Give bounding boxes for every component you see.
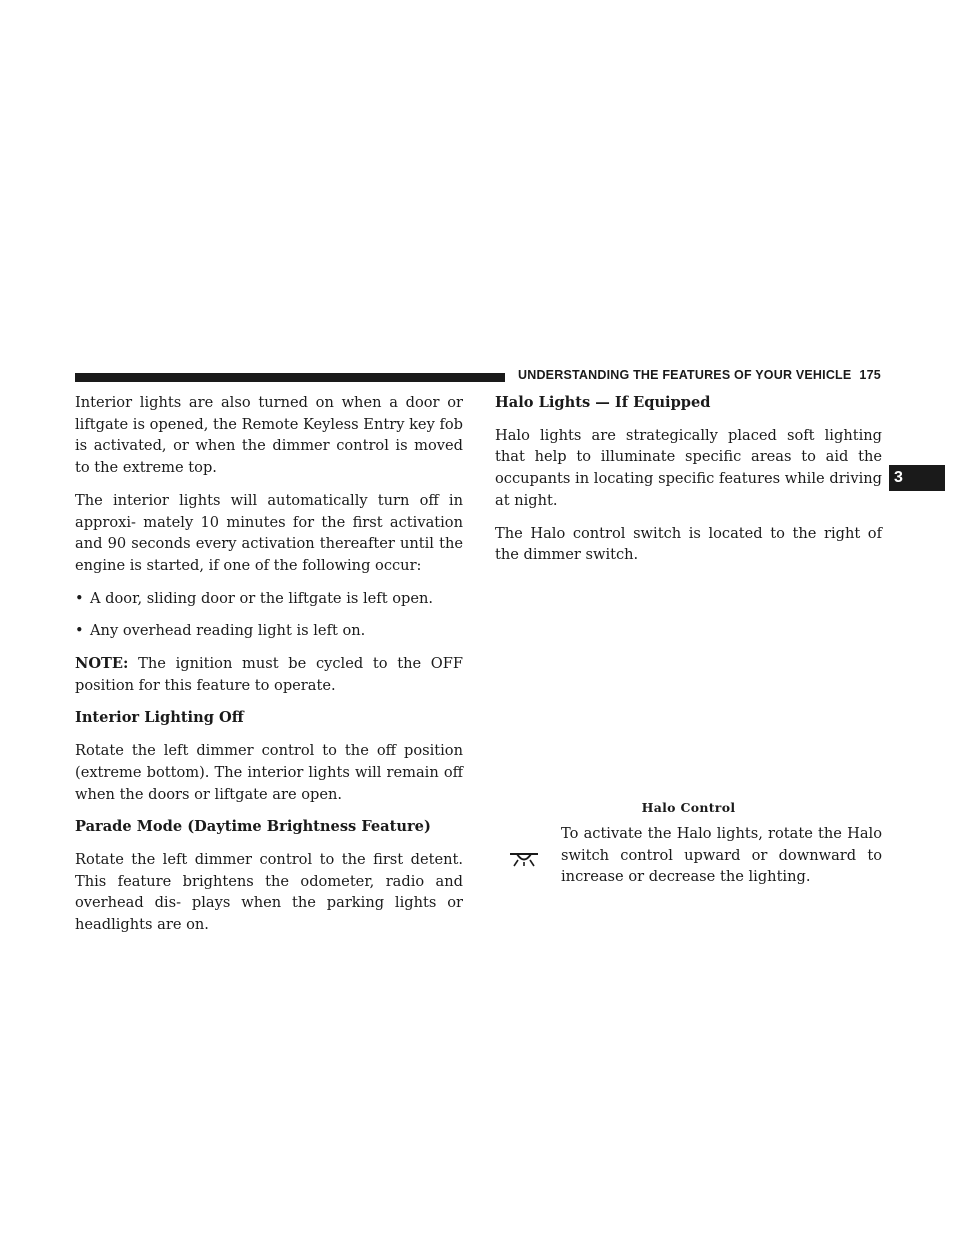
- note: [75, 653, 463, 696]
- icon-text: To activate the Halo lights, rotate the Halo switch control upward or downward to increase or decrease the lighting.: [561, 824, 882, 886]
- section-heading: Parade Mode (Daytime Brightness Feature): [75, 818, 431, 836]
- running-header: [518, 368, 881, 382]
- paragraph: Rotate the left dimmer control to the off position (extreme bottom). The interior lights will remain off when the doors or liftgate are open.: [75, 742, 463, 803]
- right-column: [495, 392, 882, 888]
- list-item-text: A door, sliding door or the liftgate is left open.: [90, 589, 434, 607]
- list-item-text: Any overhead reading light is left on.: [90, 622, 366, 640]
- figure-area: [495, 577, 882, 799]
- section-heading: Interior Lighting Off: [75, 709, 244, 727]
- halo-light-icon: [495, 823, 561, 871]
- paragraph: Halo lights are strategically placed soft lighting that help to illuminate specific areas to aid the occupants in locating specific features while driving at night.: [495, 426, 882, 509]
- paragraph: Interior lights are also turned on when a door or liftgate is opened, the Remote Keyless Entry key fob is activated, or when the dimmer control is moved to the extreme top.: [75, 394, 463, 477]
- bullet-icon: •: [75, 589, 84, 607]
- list-item: [75, 620, 463, 642]
- paragraph: The Halo control switch is located to the right of the dimmer switch.: [495, 524, 882, 564]
- paragraph: The interior lights will automatically turn off in approxi- mately 10 minutes for the first activation and 90 seconds every activation thereafter until the engine is started, if one of the following occur:: [75, 491, 463, 574]
- note-text: The ignition must be cycled to the OFF position for this feature to operate.: [75, 655, 463, 694]
- section-title: UNDERSTANDING THE FEATURES OF YOUR VEHICLE: [518, 368, 852, 382]
- header-rule: [75, 373, 505, 382]
- paragraph: Rotate the left dimmer control to the first detent. This feature brightens the odometer, radio and overhead dis- plays when the parking lights or headlights are on.: [75, 850, 463, 934]
- list-item: [75, 588, 463, 610]
- section-heading: Halo Lights — If Equipped: [495, 394, 711, 411]
- note-label: NOTE:: [75, 655, 129, 673]
- page-number: 175: [859, 368, 881, 382]
- left-column: [75, 392, 463, 947]
- figure-caption: Halo Control: [641, 799, 736, 815]
- icon-description: [495, 823, 882, 888]
- chapter-tab: 3: [889, 465, 945, 491]
- bullet-icon: •: [75, 622, 84, 640]
